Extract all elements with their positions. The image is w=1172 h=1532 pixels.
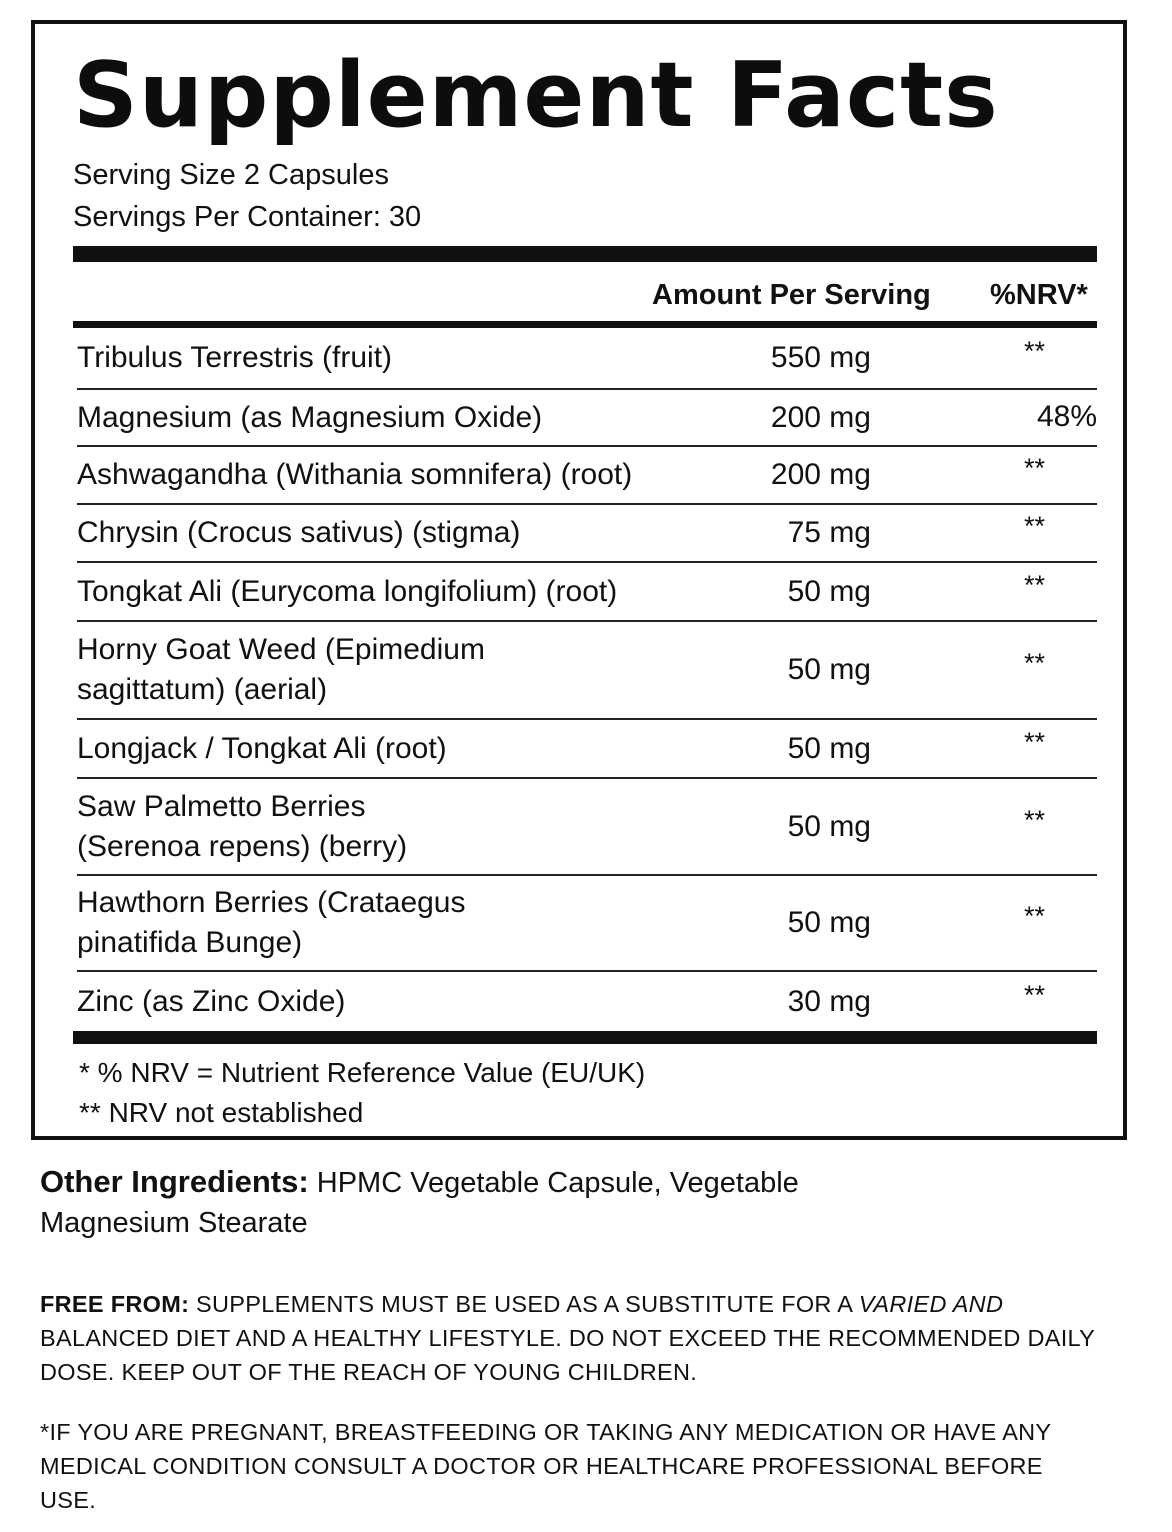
ingredient-name: Magnesium (as Magnesium Oxide) — [77, 400, 543, 434]
ingredient-name: Chrysin (Crocus sativus) (stigma) — [77, 516, 521, 549]
nrv-column-header: %NRV* — [990, 279, 1088, 311]
ingredient-row — [77, 972, 1097, 1031]
ingredient-nrv: ** — [1024, 647, 1046, 678]
ingredient-row — [77, 563, 1097, 622]
ingredient-row — [77, 720, 1097, 779]
ingredient-nrv: ** — [1024, 900, 1046, 931]
free-from-text: SUPPLEMENTS MUST BE USED AS A SUBSTITUTE FOR A — [189, 1291, 859, 1317]
other-ingredients-text: HPMC Vegetable Capsule, Vegetable Magnesium Stearate — [40, 1167, 799, 1239]
ingredient-row — [77, 622, 1097, 720]
ingredient-amount: 200 mg — [770, 400, 871, 434]
ingredient-nrv: ** — [1024, 510, 1046, 541]
nrv-not-established-footnote: ** NRV not established — [79, 1097, 364, 1128]
amount-column-header: Amount Per Serving — [652, 279, 931, 311]
ingredient-nrv: ** — [1024, 452, 1046, 483]
free-from-italic-text: VARIED AND — [858, 1291, 1004, 1317]
ingredient-amount: 550 mg — [770, 341, 871, 374]
ingredient-amount: 200 mg — [770, 458, 871, 491]
nrv-definition-footnote: * % NRV = Nutrient Reference Value (EU/UK) — [79, 1057, 646, 1088]
ingredient-name: Hawthorn Berries (Crataegus pinatifida Bunge) — [77, 886, 466, 959]
header-divider — [73, 321, 1097, 328]
ingredient-name: Zinc (as Zinc Oxide) — [77, 984, 346, 1018]
ingredient-amount: 50 mg — [787, 653, 871, 686]
free-from-rest-text: BALANCED DIET AND A HEALTHY LIFESTYLE. DO NOT EXCEED THE RECOMMENDED DAILY DOSE. KEEP OUT OF THE REACH OF YOUNG CHILDREN. — [40, 1325, 1095, 1385]
other-ingredients-label: Other Ingredients: — [40, 1164, 309, 1199]
thick-divider-bottom — [73, 1031, 1097, 1044]
ingredient-row — [77, 505, 1097, 563]
ingredient-nrv: ** — [1024, 335, 1046, 366]
supplement-facts-panel — [31, 20, 1127, 1140]
ingredient-amount: 50 mg — [787, 809, 871, 843]
ingredient-name: Tongkat Ali (Eurycoma longifolium) (root) — [77, 574, 618, 608]
ingredient-amount: 30 mg — [787, 984, 871, 1018]
serving-size: Serving Size 2 Capsules — [73, 159, 389, 191]
ingredient-amount: 50 mg — [787, 731, 871, 765]
ingredient-name: Tribulus Terrestris (fruit) — [77, 341, 393, 374]
ingredient-nrv: ** — [1024, 726, 1046, 757]
ingredient-row — [77, 779, 1097, 876]
free-from-label: FREE FROM: — [40, 1291, 190, 1317]
ingredient-name: Saw Palmetto Berries (Serenoa repens) (berry) — [77, 789, 408, 863]
ingredient-name: Horny Goat Weed (Epimedium sagittatum) (aerial) — [77, 633, 485, 706]
ingredient-nrv: ** — [1024, 569, 1046, 600]
thick-divider-top — [73, 246, 1097, 262]
ingredient-row — [77, 328, 1097, 390]
ingredient-amount: 50 mg — [787, 906, 871, 939]
pregnancy-warning: *IF YOU ARE PREGNANT, BREASTFEEDING OR TAKING ANY MEDICATION OR HAVE ANY MEDICAL CONDITION CONSULT A DOCTOR OR HEALTHCARE PROFESSIONAL BEFORE USE. — [40, 1419, 1051, 1513]
ingredient-row — [77, 390, 1097, 447]
free-from-warning — [40, 1287, 1100, 1389]
ingredient-nrv: ** — [1024, 804, 1046, 835]
servings-per-container: Servings Per Container: 30 — [73, 201, 422, 233]
ingredient-nrv: 48% — [1037, 399, 1098, 433]
ingredient-amount: 50 mg — [787, 574, 871, 608]
other-ingredients — [40, 1162, 940, 1243]
ingredient-nrv: ** — [1024, 979, 1046, 1010]
ingredient-amount: 75 mg — [787, 516, 871, 549]
ingredient-name: Longjack / Tongkat Ali (root) — [77, 731, 447, 765]
ingredient-row — [77, 447, 1097, 505]
ingredient-name: Ashwagandha (Withania somnifera) (root) — [77, 458, 633, 491]
panel-title: Supplement Facts — [73, 43, 999, 148]
ingredient-row — [77, 876, 1097, 972]
